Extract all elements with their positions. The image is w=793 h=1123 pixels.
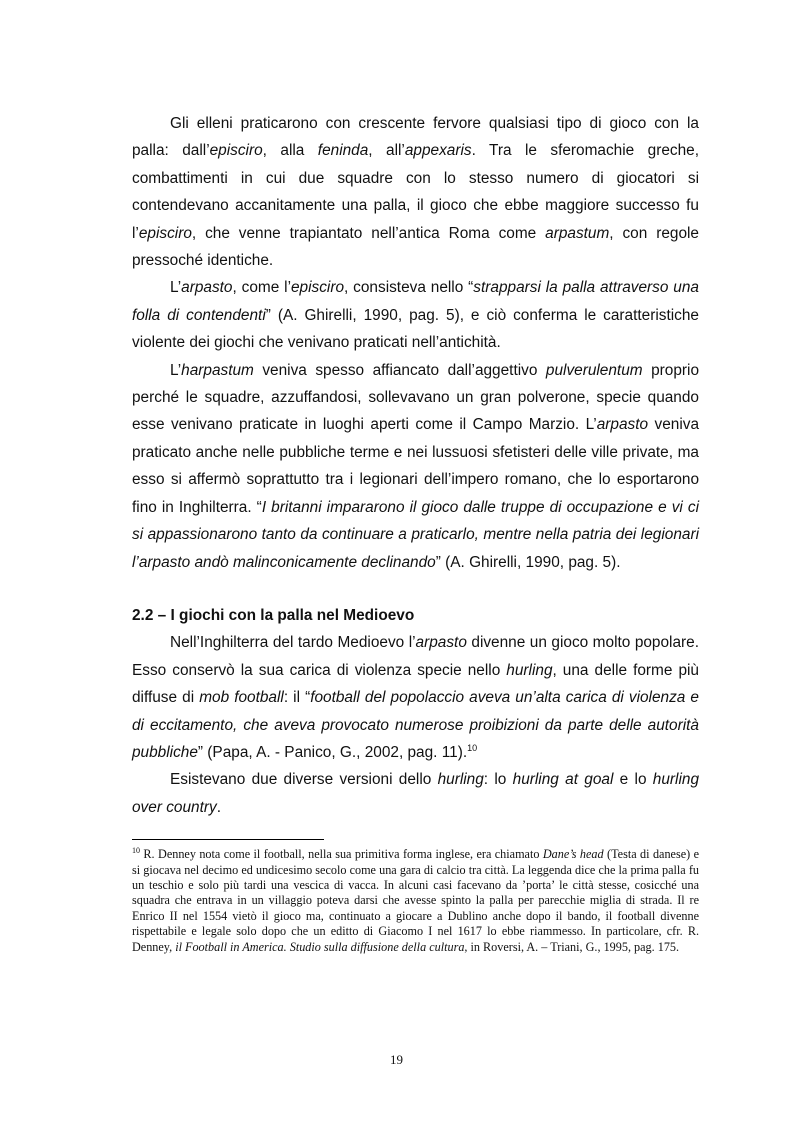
paragraph-hurling-versions: Esistevano due diverse versioni dello hurling: lo hurling at goal e lo hurling over country.: [132, 771, 699, 816]
footnote-reference[interactable]: 10: [467, 742, 478, 753]
paragraph-medieval-england: Nell’Inghilterra del tardo Medioevo l’arpasto divenne un gioco molto popolare. Esso conservò la sua carica di violenza specie nello hurling, una delle forme più diffuse di mob football: il “football del popolaccio aveva un’alta carica di violenza e di eccitamento, che aveva provocato numerose proibizioni da parte delle autorità pubbliche” (Papa, A. - Panico, G., 2002, pag. 11).$^{10}$: [132, 634, 699, 761]
footnote-divider: [132, 839, 324, 840]
paragraph-harpastum: L’harpastum veniva spesso affiancato dall’aggettivo pulverulentum proprio perché le squadre, azzuffandosi, sollevavano un gran polverone, specie quando esse venivano praticate in luoghi aperti come il Campo Marzio. L’arpasto veniva praticato anche nelle pubbliche terme e nei lussuosi sfetisteri delle ville private, ma esso si affermò soprattutto tra i legionari dell’impero romano, che lo esportarono fino in Inghilterra. “I britanni impararono il gioco dalle truppe di occupazione e vi ci si appassionarono tanto da continuare a praticarlo, mentre nella patria dei legionari l’arpasto andò malinconicamente declinando” (A. Ghirelli, 1990, pag. 5).: [132, 361, 700, 571]
section-heading: 2.2 – I giochi con la palla nel Medioevo: [132, 606, 415, 624]
page-number: 19: [390, 1052, 403, 1067]
footnote-number: 10: [132, 846, 140, 856]
footnote: $^{10}$ R. Denney nota come il football, nella sua primitiva forma inglese, era chiamato Dane’s head (Testa di danese) e si giocava nel decimo ed undicesimo secolo come una gara di calcio tra città. La leggenda dice che la prima palla fu un teschio e solo più tardi una vescica di vacca. In alcuni casi facevano da ’porta’ le città stesse, cosicché una squadra che entrava in un villaggio poteva darsi che avesse spinto la palla per parecchie miglia di strada. Il re Enrico II nel 1554 vietò il gioco ma, continuato a giocare a Dublino anche dopo il bando, il football divenne rispettabile e legale solo dopo che un editto di Giacomo I nel 1617 lo ebbe riammesso. In particolare, cfr. R. Denney, il Football in America. Studio sulla diffusione della cultura, in Roversi, A. – Triani, G., 1995, pag. 175.: [132, 846, 699, 954]
page-body: [132, 110, 699, 955]
paragraph-greek-games: Gli elleni praticarono con crescente fervore qualsiasi tipo di gioco con la palla: dall’episciro, alla feninda, all’appexaris. Tra le sferomachie greche, combattimenti in cui due squadre con lo stesso numero di giocatori si contendevano accanitamente una palla, il gioco che ebbe maggiore successo fu l’episciro, che venne trapiantato nell’antica Roma come arpastum, con regole pressoché identiche.: [132, 115, 700, 270]
paragraph-arpasto: L’arpasto, come l’episciro, consisteva nello “strapparsi la palla attraverso una folla di contendenti” (A. Ghirelli, 1990, pag. 5), e ciò conferma le caratteristiche violente dei giochi che venivano praticati nell’antichità.: [132, 279, 699, 352]
